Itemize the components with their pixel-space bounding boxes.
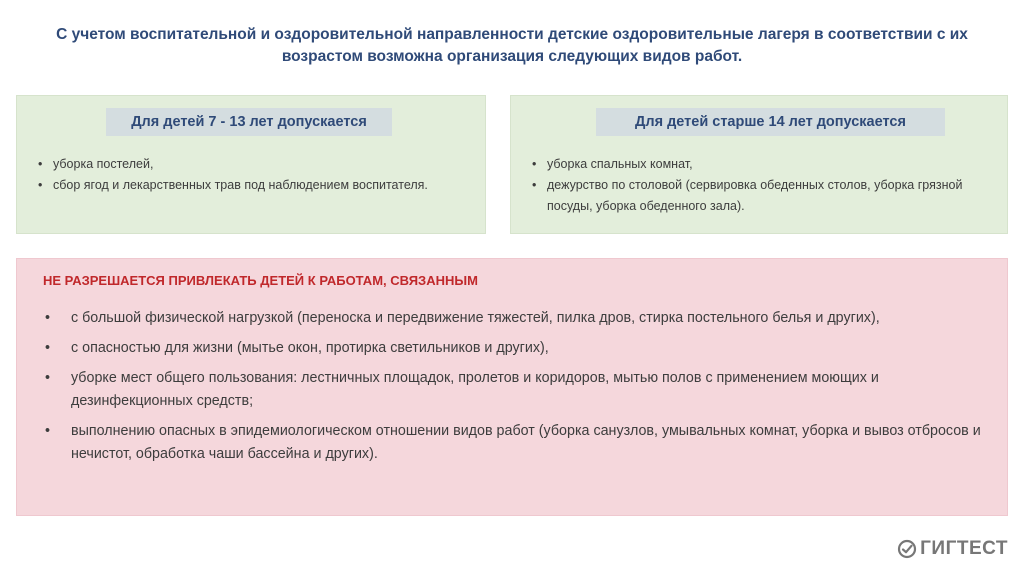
list-item bbox=[529, 175, 999, 217]
allowed-list bbox=[529, 154, 999, 217]
list-item-text: уборка постелей, bbox=[53, 157, 154, 171]
check-circle-icon bbox=[897, 539, 917, 559]
prohibited-heading: НЕ РАЗРЕШАЕТСЯ ПРИВЛЕКАТЬ ДЕТЕЙ К РАБОТАМ, СВЯЗАННЫМ bbox=[43, 273, 478, 288]
bullet-icon: • bbox=[45, 340, 51, 356]
list-item bbox=[35, 154, 465, 175]
bullet-icon: • bbox=[45, 310, 51, 326]
list-item-text: с опасностью для жизни (мытье окон, протирка светильников и других), bbox=[71, 340, 549, 356]
list-item bbox=[35, 175, 465, 196]
allowed-list bbox=[35, 154, 465, 196]
card-age-7-13 bbox=[16, 95, 486, 234]
list-item-text: дежурство по столовой (сервировка обеденных столов, уборка грязной посуды, уборка обеденного зала). bbox=[547, 178, 963, 213]
list-item-text: выполнению опасных в эпидемиологическом отношении видов работ (уборка санузлов, умывальных комнат, уборка и вывоз отбросов и нечистот, обработка чаши бассейна и других). bbox=[71, 423, 981, 462]
list-item bbox=[43, 420, 993, 466]
list-item-text: уборке мест общего пользования: лестничных площадок, пролетов и коридоров, мытью полов с применением моющих и дезинфекционных средств; bbox=[71, 370, 879, 409]
list-item-text: сбор ягод и лекарственных трав под наблюдением воспитателя. bbox=[53, 178, 428, 192]
list-item bbox=[43, 367, 993, 413]
prohibited-list bbox=[43, 307, 993, 473]
gigtest-logo bbox=[897, 538, 1008, 560]
list-item-text: уборка спальных комнат, bbox=[547, 157, 693, 171]
bullet-icon: • bbox=[38, 178, 43, 192]
list-item bbox=[529, 154, 999, 175]
page-title: С учетом воспитательной и оздоровительной направленности детские оздоровительные лагеря в соответствии с их возрастом возможна организация следующих видов работ. bbox=[56, 26, 968, 65]
bullet-icon: • bbox=[45, 370, 51, 386]
list-item bbox=[43, 337, 993, 360]
bullet-icon: • bbox=[45, 423, 51, 439]
card-heading: Для детей старше 14 лет допускается bbox=[596, 108, 945, 136]
logo-text: ГИГТЕСТ bbox=[920, 538, 1008, 559]
bullet-icon: • bbox=[38, 157, 43, 171]
list-item bbox=[43, 307, 993, 330]
bullet-icon: • bbox=[532, 178, 537, 192]
card-heading: Для детей 7 - 13 лет допускается bbox=[106, 108, 392, 136]
list-item-text: с большой физической нагрузкой (переноска и передвижение тяжестей, пилка дров, стирка постельного белья и других), bbox=[71, 310, 880, 326]
card-age-14-plus bbox=[510, 95, 1008, 234]
prohibited-panel bbox=[16, 258, 1008, 516]
bullet-icon: • bbox=[532, 157, 537, 171]
